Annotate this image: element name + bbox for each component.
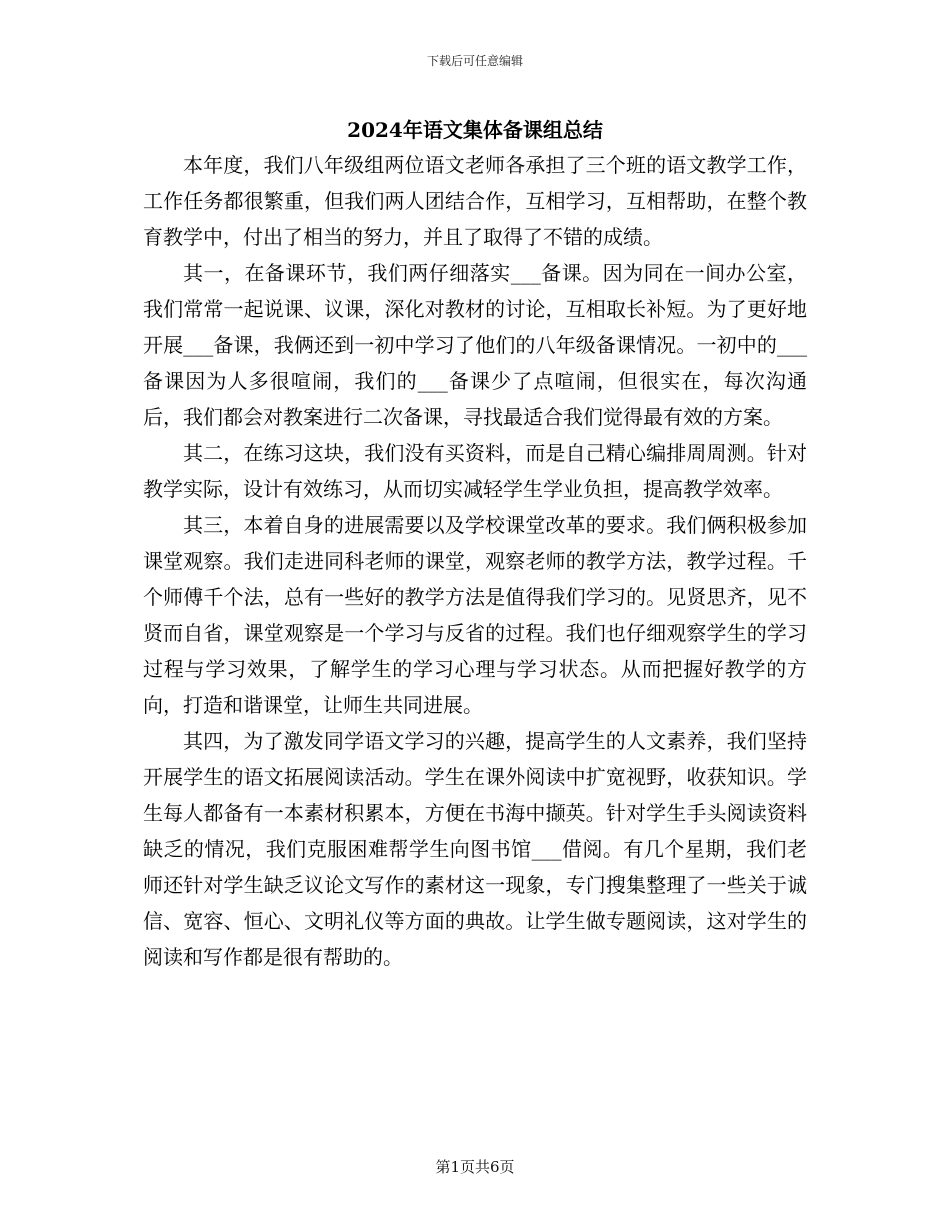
header-note: 下载后可任意编辑 — [426, 54, 523, 68]
paragraph-extended-reading: 其四，为了激发同学语文学习的兴趣，提高学生的人文素养，我们坚持开展学生的语文拓展阅读活动。学生在课外阅读中扩宽视野，收获知识。学生每人都备有一本素材积累本，方便在书海中撷英。针对学生手头阅读资料缺乏的情况，我们克服困难帮学生向图书馆___借阅。有几个星期，我们老师还针对学生缺乏议论文写作的素材这一现象，专门搜集整理了一些关于诚信、宽容、恒心、文明礼仪等方面的典故。让学生做专题阅读，这对学生的阅读和写作都是很有帮助的。 — [143, 729, 807, 969]
document-body — [143, 147, 807, 975]
paragraph-classroom-observation: 其三，本着自身的进展需要以及学校课堂改革的要求。我们俩积极参加课堂观察。我们走进同科老师的课堂，观察老师的教学方法，教学过程。千个师傅千个法，总有一些好的教学方法是值得我们学习的。见贤思齐，见不贤而自省，课堂观察是一个学习与反省的过程。我们也仔细观察学生的学习过程与学习效果，了解学生的学习心理与学习状态。从而把握好教学的方向，打造和谐课堂，让师生共同进展。 — [143, 513, 807, 717]
paragraph-lesson-planning: 其一，在备课环节，我们两仔细落实___备课。因为同在一间办公室，我们常常一起说课、议课，深化对教材的讨论，互相取长补短。为了更好地开展___备课，我俩还到一初中学习了他们的八年级备课情况。一初中的___备课因为人多很喧闹，我们的___备课少了点喧闹，但很实在，每次沟通后，我们都会对教案进行二次备课，寻找最适合我们觉得最有效的方案。 — [143, 261, 807, 429]
document-title: 2024年语文集体备课组总结 — [347, 118, 603, 142]
paragraph-exercises: 其二，在练习这块，我们没有买资料，而是自己精心编排周周测。针对教学实际，设计有效练习，从而切实减轻学生学业负担，提高教学效率。 — [143, 441, 807, 501]
paragraph-intro: 本年度，我们八年级组两位语文老师各承担了三个班的语文教学工作，工作任务都很繁重，但我们两人团结合作，互相学习，互相帮助，在整个教育教学中，付出了相当的努力，并且了取得了不错的成绩。 — [143, 153, 807, 249]
page-number: 第1页共6页 — [435, 1158, 515, 1176]
